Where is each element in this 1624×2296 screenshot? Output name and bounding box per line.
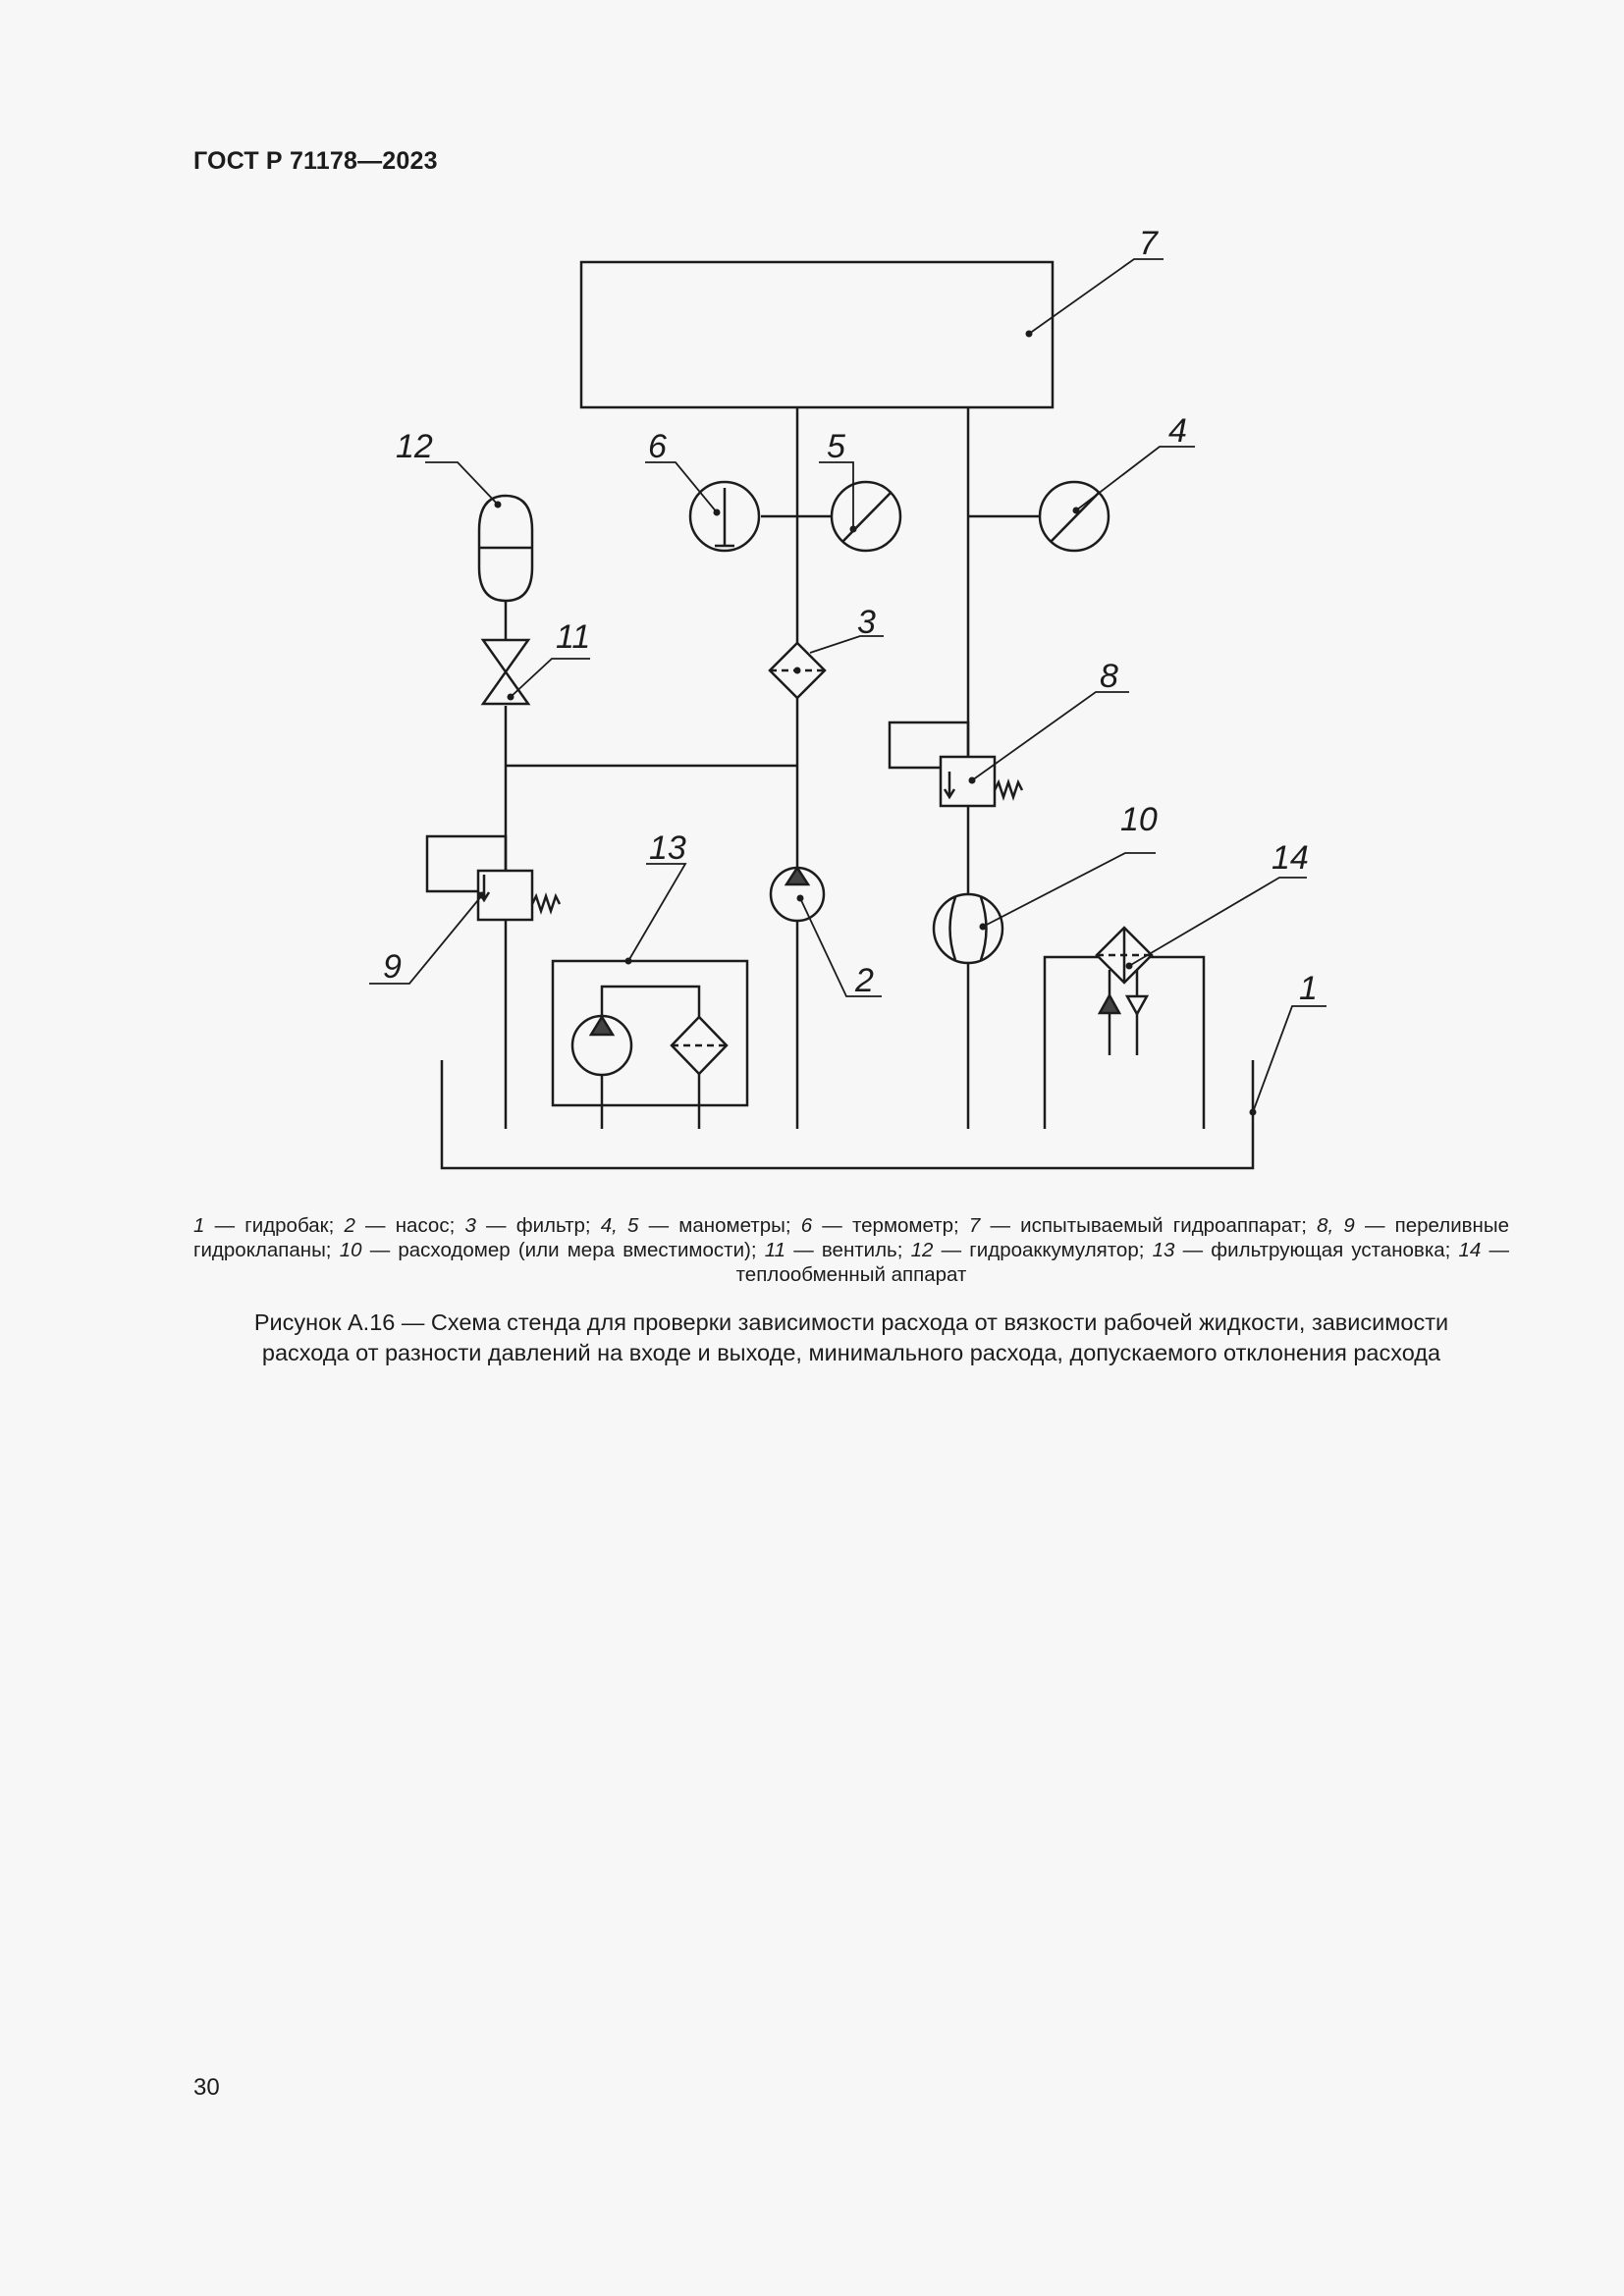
test-unit-box <box>581 262 1053 407</box>
callout-13: 13 <box>649 829 686 867</box>
figure-caption <box>193 1308 1509 1368</box>
legend-item-3: 3 — фильтр; <box>464 1214 601 1237</box>
callout-7: 7 <box>1139 225 1158 262</box>
legend-item-2: 2 — насос; <box>344 1214 465 1237</box>
legend-item-10: 10 — расходомер (или мера вместимости); <box>339 1239 765 1261</box>
tank-symbol <box>442 1060 1253 1168</box>
callout-2: 2 <box>855 962 874 999</box>
page-number: 30 <box>193 2074 220 2101</box>
callout-4: 4 <box>1168 412 1187 450</box>
callout-9: 9 <box>383 948 402 986</box>
legend-item-7: 7 — испытываемый гидроаппарат; <box>968 1214 1318 1237</box>
flowmeter-symbol <box>934 894 1002 963</box>
legend-item-13: 13 — фильтрующая установка; <box>1152 1239 1459 1261</box>
legend-item-12: 12 — гидроаккумулятор; <box>910 1239 1153 1261</box>
legend-item-6: 6 — термометр; <box>800 1214 969 1237</box>
callout-6: 6 <box>648 428 667 465</box>
callout-3: 3 <box>857 604 876 641</box>
callout-10: 10 <box>1120 801 1158 838</box>
callout-11: 11 <box>556 618 591 656</box>
caption-line-2: расхода от разности давлений на входе и выходе, минимального расхода, допускаемого отклонения расхода <box>261 1340 1441 1365</box>
legend-item-1: 1 — гидробак; <box>193 1214 345 1237</box>
valve-symbol <box>483 640 528 704</box>
legend-item-11: 11 — вентиль; <box>764 1239 911 1261</box>
callout-14: 14 <box>1272 839 1309 877</box>
callout-1: 1 <box>1299 970 1318 1007</box>
callout-5: 5 <box>827 428 845 465</box>
callout-8: 8 <box>1100 658 1118 695</box>
legend-item-14: 14 — теплообменный аппарат <box>735 1239 1510 1286</box>
callout-12: 12 <box>396 428 433 465</box>
document-code: ГОСТ Р 71178—2023 <box>193 147 438 175</box>
legend-item-4-5: 4, 5 — манометры; <box>600 1214 801 1237</box>
caption-line-1: Рисунок А.16 — Схема стенда для проверки зависимости расхода от вязкости рабочей жидкости, зависимости <box>253 1309 1449 1335</box>
figure-legend <box>193 1213 1509 1287</box>
legend-item-8-9: 8, 9 — переливные гидроклапаны; <box>193 1214 1510 1261</box>
